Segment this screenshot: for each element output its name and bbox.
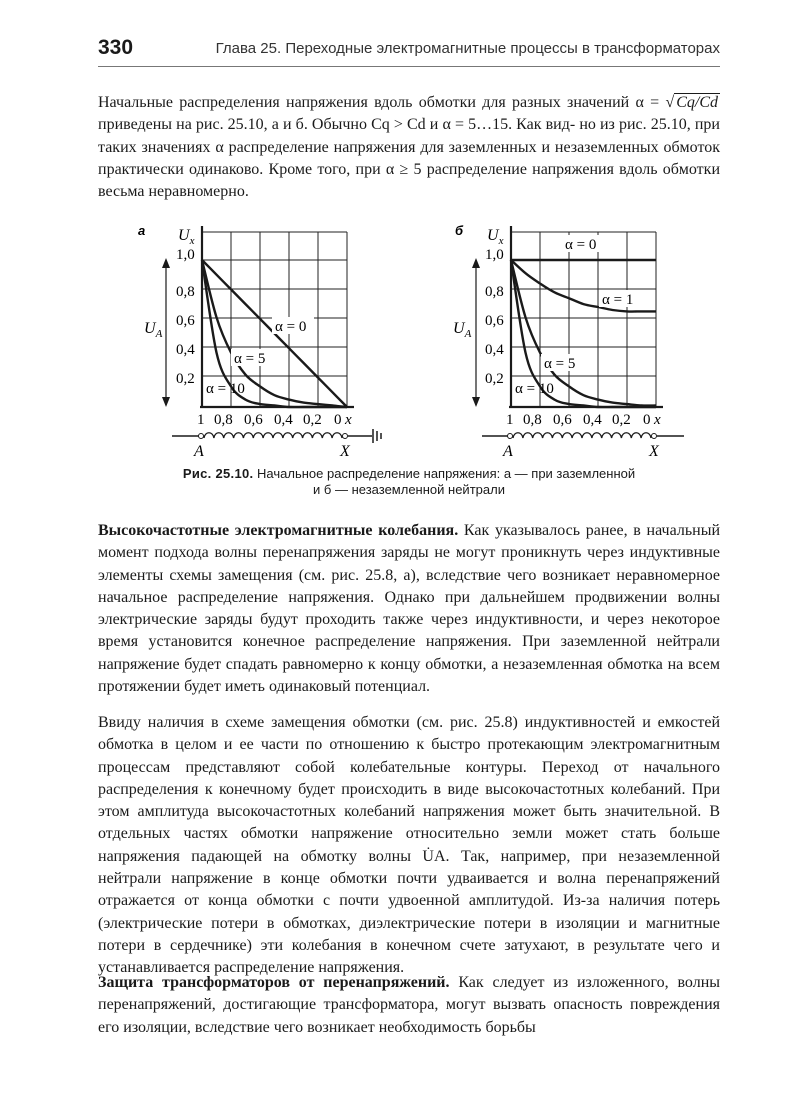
panel-b-terminal-X <box>652 434 657 439</box>
panel-b-terminal-A <box>508 434 513 439</box>
alpha-equals: α = <box>635 94 666 111</box>
panel-a-end-A: A <box>194 443 204 460</box>
panel-b-xtick: 1 <box>506 412 514 428</box>
panel-a-ytick: 0,2 <box>176 371 195 387</box>
panel-a-arrow-down <box>162 397 170 407</box>
section2-paragraph <box>98 972 720 1039</box>
panel-b-xtick: 0,8 <box>523 412 542 428</box>
panel-b-ytick: 0,8 <box>485 284 504 300</box>
intro-after-sqrt: приведены на рис. 25.10, а и б. Обычно Cq > Cd и α = 5…15. Как вид- <box>98 116 576 134</box>
panel-b-ytick: 0,6 <box>485 313 504 329</box>
panel-a-arrow-up <box>162 258 170 268</box>
panel-b-ytick: 0,2 <box>485 371 504 387</box>
panel-a-label: а <box>138 223 146 238</box>
panel-a-ytick: 0,4 <box>176 342 195 358</box>
panel-a-xtick: 1 <box>197 412 205 428</box>
panel-a-ua-label: $U_A$ <box>144 320 163 340</box>
sqrt-expression: Cq/Cd <box>676 94 719 111</box>
panel-a-terminal-X <box>343 434 348 439</box>
panel-b-xtick: 0,4 <box>583 412 602 428</box>
panel-b-x-label: x <box>654 412 661 428</box>
panel-a-ux-label: $U_x$ <box>178 227 195 247</box>
panel-b-curve-label: α = 0 <box>565 237 597 253</box>
panel-a-xtick: 0,2 <box>303 412 322 428</box>
panel-b-ytick: 0,4 <box>485 342 504 358</box>
panel-b-label: б <box>455 223 464 238</box>
panel-b-curve-label: α = 1 <box>602 292 634 308</box>
section2-body: Как следует из изложенного, волны перенапряжений, достигающие трансформатора, могут вызвать опасность повреждения его изоляции, вследствие чего возникает необходимость борьбы <box>98 974 721 1036</box>
panel-b <box>453 223 684 460</box>
caption-text: Начальное распределение напряжения: а — при заземленной <box>253 466 636 481</box>
caption-number: Рис. 25.10. <box>182 466 254 481</box>
panel-a-curve-label: α = 0 <box>275 319 307 335</box>
panel-a-end-X: X <box>340 443 350 460</box>
panel-a-curve-label: α = 5 <box>234 351 266 367</box>
figure-25-10 <box>0 0 794 470</box>
figure-caption <box>98 466 720 498</box>
panel-a-ytick: 0,6 <box>176 313 195 329</box>
panel-a-ytick: 1,0 <box>176 247 195 263</box>
panel-b-xtick: 0,2 <box>612 412 631 428</box>
panel-b-coil <box>513 433 651 438</box>
section1-title: Высокочастотные электромагнитные колебания. <box>98 522 459 539</box>
panel-b-arrow-down <box>472 397 480 407</box>
panel-b-ua-label: $U_A$ <box>453 320 472 340</box>
sqrt-symbol: √ <box>665 94 675 111</box>
panel-b-end-X: X <box>649 443 659 460</box>
panel-a-xtick: 0,8 <box>214 412 233 428</box>
caption-text-2: и б — незаземленной нейтрали <box>313 482 505 497</box>
panel-a-xtick: 0,4 <box>274 412 293 428</box>
section2-title: Защита трансформаторов от перенапряжений. <box>98 974 450 991</box>
panel-a-coil <box>204 433 342 438</box>
panel-b-ytick: 1,0 <box>485 247 504 263</box>
panel-a-ytick: 0,8 <box>176 284 195 300</box>
panel-a-xtick: 0,6 <box>244 412 263 428</box>
panel-b-curve-label: α = 10 <box>515 381 554 397</box>
intro-rest: но из рис. 25.10, при таких значениях α распределение напряжения для заземленных и незаземленных обмоток практически одинаково. Кроме того, при α ≥ 5 распределение напряжения вдоль обмотки весьма неравномерно. <box>98 116 720 201</box>
section1-paragraph <box>98 520 720 698</box>
panel-a <box>138 223 381 460</box>
panel-b-xtick: 0,6 <box>553 412 572 428</box>
panel-b-arrow-up <box>472 258 480 268</box>
panel-a-terminal-A <box>199 434 204 439</box>
panel-a-curve-label: α = 10 <box>206 381 245 397</box>
panel-b-end-A: A <box>503 443 513 460</box>
page-number: 330 <box>98 36 134 59</box>
panel-a-x-label: x <box>345 412 352 428</box>
paragraph-2: Ввиду наличия в схеме замещения обмотки (см. рис. 25.8) индуктивностей и емкостей обмотка в целом и ее части по отношению к быстро протекающим электромагнитным процессам представляют собой колебательные контуры. Переход от начального распределения к конечному будет происходить в виде высокочастотных колебаний. При этом амплитуда высокочастотных колебаний напряжения может быть значительной. В отдельных частях обмотки напряжение относительно земли может стать больше напряжения падающей на обмотку волны U̇A. Так, например, при незаземленной нейтрали напряжение в конце обмотки почти удваивается и волна перенапряжений отражается от конца обмотки с почти удвоенной амплитудой. Из-за наличия потерь (электрические потери в обмотках, диэлектрические потери в изоляции и магнитные потери в сердечнике) эти колебания в конечном счете затухают, в результате чего и устанавливается распределение напряжения. <box>98 714 720 977</box>
section1-body: Как указывалось ранее, в начальный момент подхода волны перенапряжения заряды не могут проникнуть через индуктивные элементы схемы замещения (см. рис. 25.8, а), вследствие чего возникает неравномерное начальное распределение напряжения. Однако при дальнейшем продвижении волны электрические заряды будут проходить также через индуктивности, и через некоторое время установится конечное распределение напряжения. При заземленной нейтрали напряжение будет спадать равномерно к концу обмотки, а незаземленная обмотка на всем протяжении будет иметь одинаковый потенциал. <box>98 522 721 696</box>
chapter-title: Глава 25. Переходные электромагнитные процессы в трансформаторах <box>215 40 720 57</box>
panel-b-xtick: 0 <box>643 412 651 428</box>
panel-b-curve-label: α = 5 <box>544 356 576 372</box>
panel-a-xtick: 0 <box>334 412 342 428</box>
intro-line1: Начальные распределения напряжения вдоль обмотки для разных значений <box>98 94 630 111</box>
panel-b-ux-label: $U_x$ <box>487 227 504 247</box>
